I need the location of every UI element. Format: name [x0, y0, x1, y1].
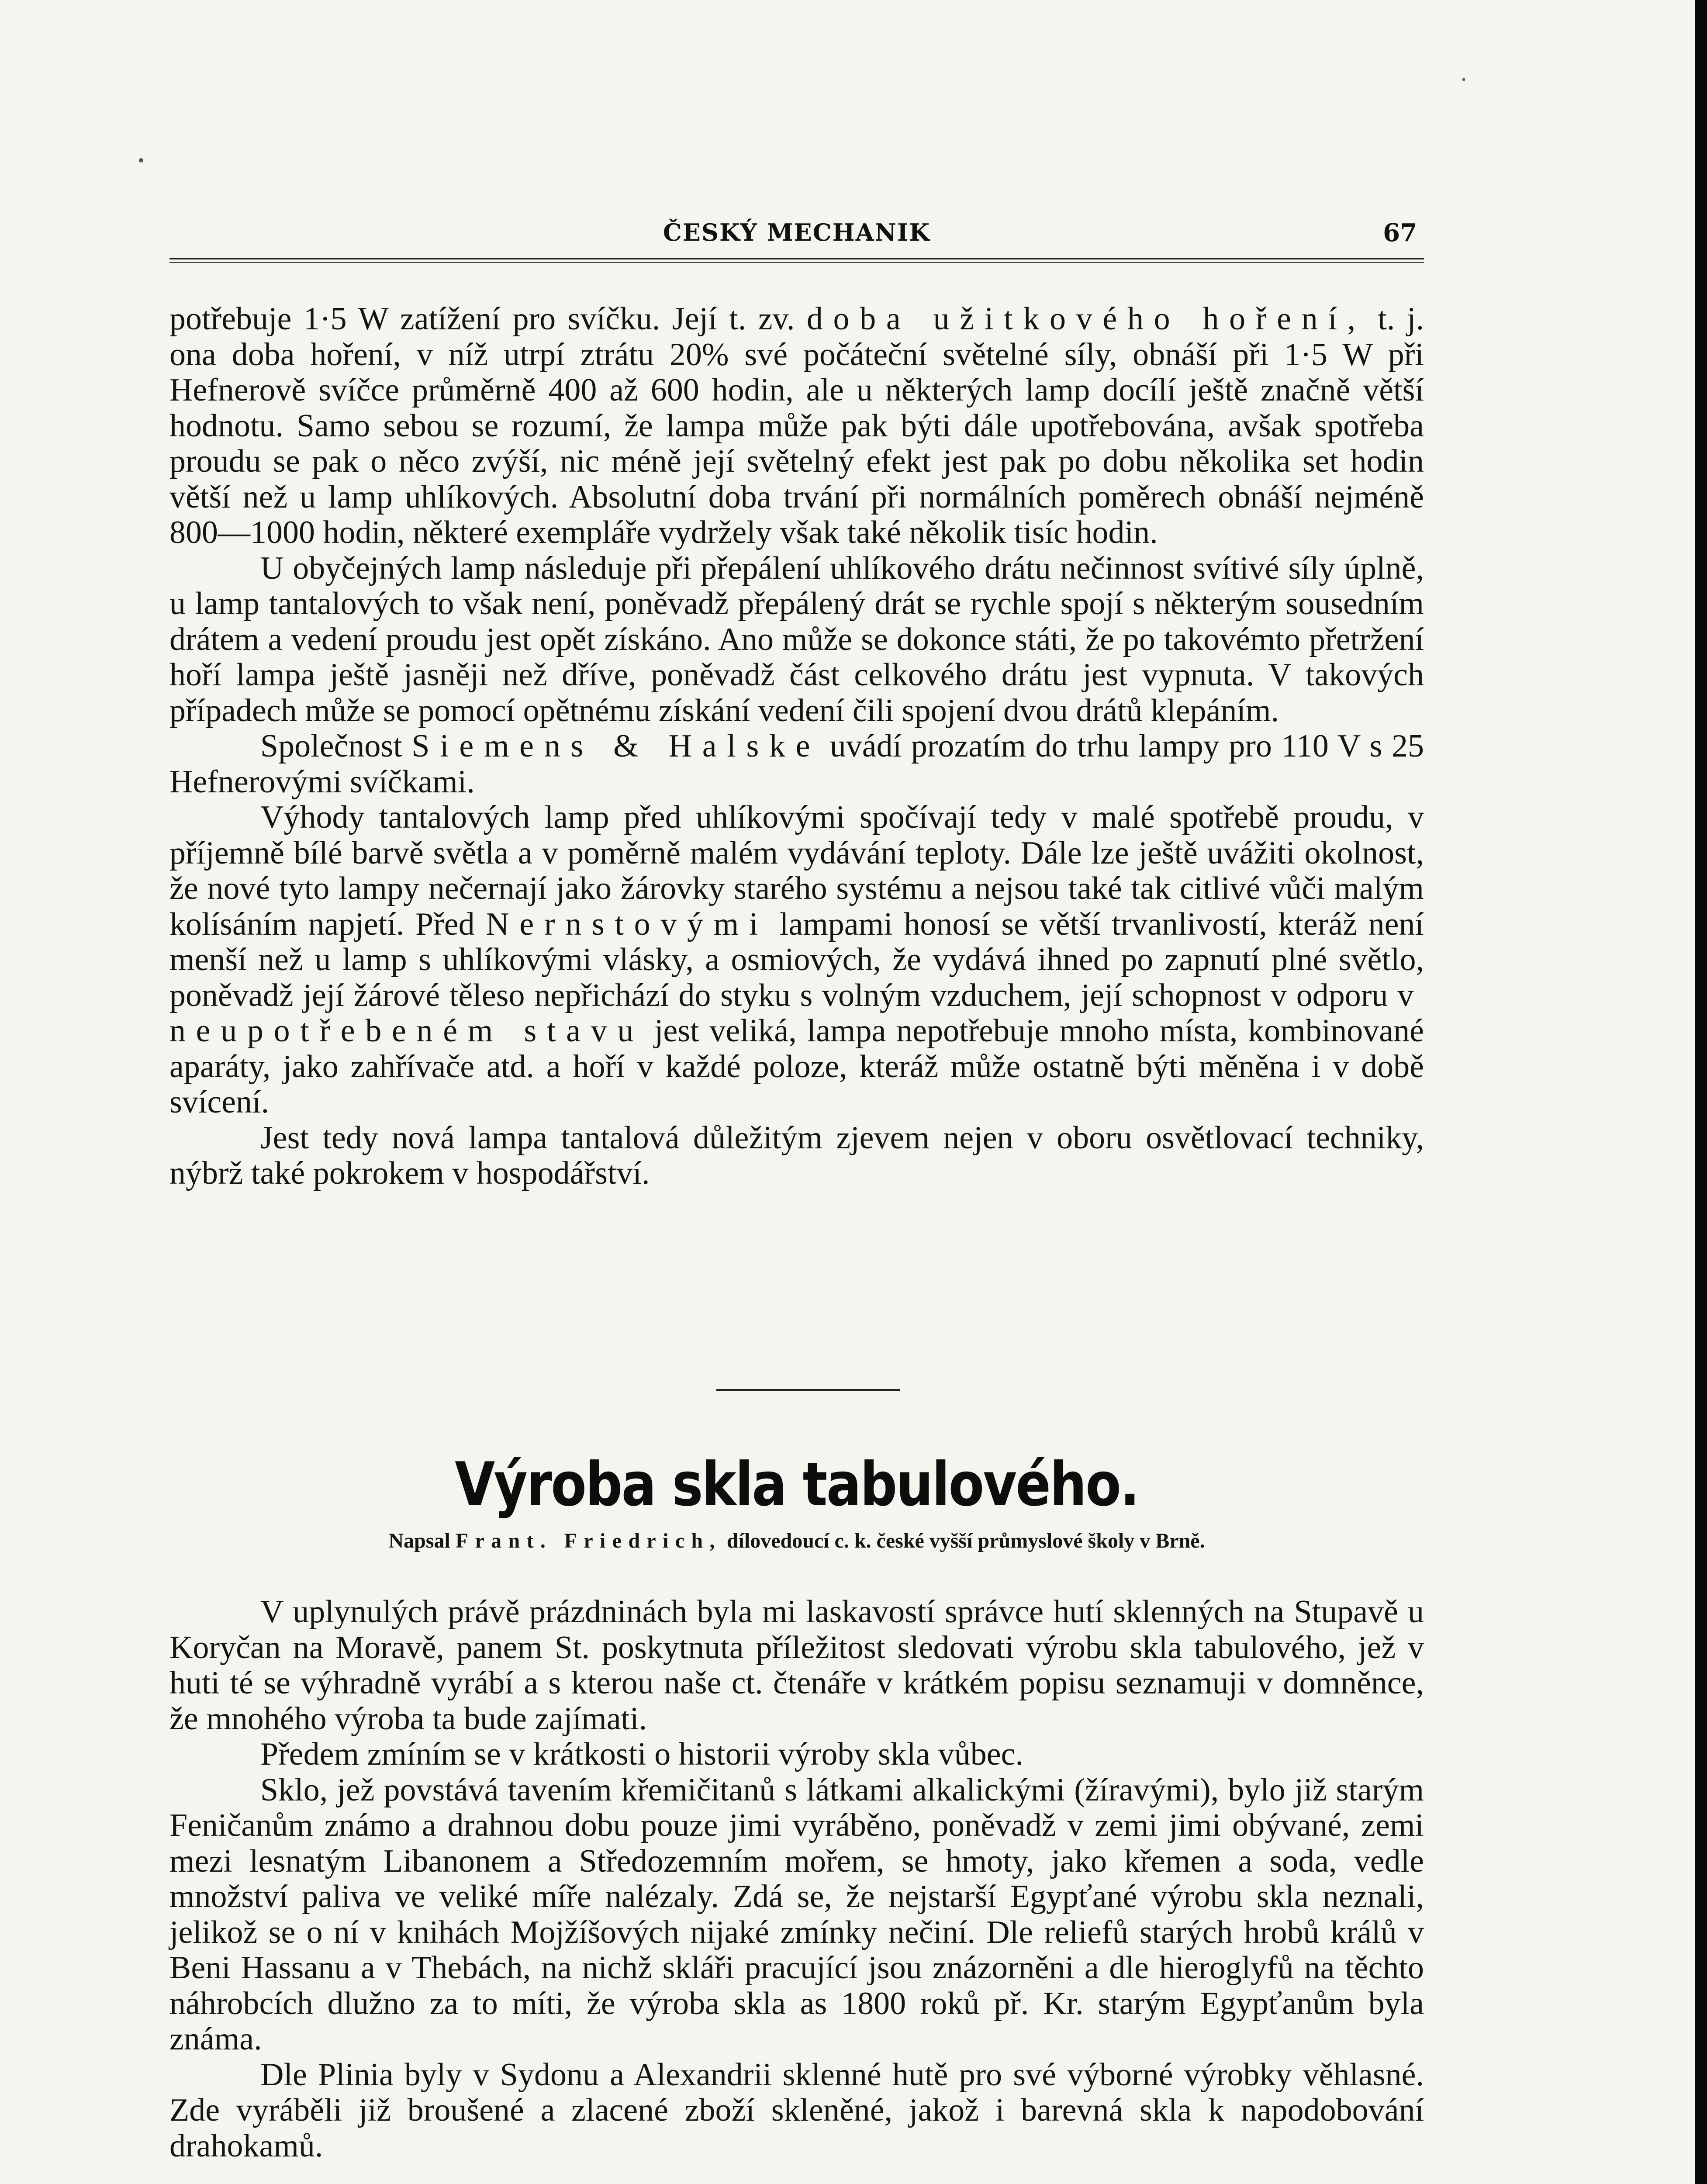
scan-speck: [139, 158, 143, 162]
emphasized-term: v neupotřebeném stavu: [169, 977, 1424, 1049]
emphasized-term: Nernstovými: [486, 906, 769, 942]
paragraph: U obyčejných lamp následuje při přepálení uhlíkového drátu nečinnost svítivé síly úplně, u lamp tantalových to však není, poněvadž přepálený drát se rychle spojí s některým sousedním drátem a vedení proudu jest opět získáno. Ano může se dokonce státi, že po takovémto přetržení hoří lampa ještě jasněji než dříve, poněvadž část celkového drátu jest vypnuta. V takových případech může se pomocí opětnému získání vedení čili spojení dvou drátů klepáním.: [169, 550, 1424, 729]
header-rule: [169, 258, 1424, 259]
scan-border: [1695, 0, 1707, 2184]
emphasized-term: doba užitkového hoření,: [806, 301, 1366, 337]
company-name: Siemens & Halske: [411, 728, 821, 764]
page-number: 67: [1383, 218, 1417, 247]
article-title: Výroba skla tabulového.: [455, 1449, 1139, 1520]
section-divider: [716, 1389, 900, 1391]
paragraph: Předem zmíním se v krátkosti o historii výroby skla vůbec.: [260, 1736, 1023, 1772]
paragraph: potřebuje 1·5 W zatížení pro svíčku. Její t. zv. doba užitkového hoření, t. j. ona doba hoření, v níž utrpí ztrátu 20% své počáteční světelné síly, obnáší při 1·5 W při Hefnerově svíčce průměrně 400 až 600 hodin, ale u některých lamp docílí ještě značně větší hodnotu. Samo sebou se rozumí, že lampa může pak býti dále upotřebována, avšak spotřeba proudu se pak o něco zvýší, nic méně její světelný efekt jest pak po dobu několika set hodin větší než u lamp uhlíkových. Absolutní doba trvání při normálních poměrech obnáší nejméně 800—1000 hodin, některé exempláře vydržely však také několik tisíc hodin.: [169, 301, 1424, 550]
paragraph: Výhody tantalových lamp před uhlíkovými spočívají tedy v malé spotřebě proudu, v příjemně bílé barvě světla a v poměrně malém vydávání teploty. Dále lze ještě uvážiti okolnost, že nové tyto lampy nečernají jako žárovky starého systému a nejsou také tak citlivé vůči malým kolísáním napjetí. Před Nernstovými lampami honosí se větší trvanlivostí, kteráž není menší než u lamp s uhlíkovými vlásky, a osmiových, že vydává ihned po zapnutí plné světlo, poněvadž její žárové těleso nepřichází do styku s volným vzduchem, její schopnost v odporu v neupotřebeném stavu jest veliká, lampa nepotřebuje mnoho místa, kombinované aparáty, jako zahřívače atd. a hoří v každé poloze, kteráž může ostatně býti měněna i v době svícení.: [169, 799, 1424, 1120]
scan-speck: [1462, 78, 1465, 81]
paragraph: Sklo, jež povstává tavením křemičitanů s látkami alkalickými (žíravými), bylo již starým Feničanům známo a drahnou dobu pouze jimi vyráběno, poněvadž v zemi jimi obývané, zemi mezi lesnatým Libanonem a Středozemním mořem, se hmoty, jako křemen a soda, vedle množství paliva ve veliké míře nalézaly. Zdá se, že nejstarší Egypťané výrobu skla neznali, jelikož se o ní v knihách Mojžíšových nijaké zmínky nečiní. Dle reliefů starých hrobů králů v Beni Hassanu a v Thebách, na nichž skláři pracující jsou znázorněni a dle hieroglyfů na těchto náhrobcích dlužno za to míti, že výroba skla as 1800 roků př. Kr. starým Egypťanům byla známa.: [169, 1772, 1424, 2057]
header-rule-thin: [169, 262, 1424, 263]
article-body: [169, 1594, 1424, 2164]
paragraph: V uplynulých právě prázdninách byla mi laskavostí správce hutí sklenných na Stupavě u Koryčan na Moravě, panem St. poskytnuta příležitost sledovati výrobu skla tabulového, jež v huti té se výhradně vyrábí a s kterou naše ct. čtenáře v krátkém popisu seznamuji v domněnce, že mnohého výroba ta bude zajímati.: [169, 1594, 1424, 1737]
running-header: [169, 210, 1424, 249]
previous-article-continuation: [169, 301, 1424, 1192]
paragraph: Společnost Siemens & Halske uvádí prozatím do trhu lampy pro 110 V s 25 Hefnerovými svíčkami.: [169, 728, 1424, 800]
paragraph: Jest tedy nová lampa tantalová důležitým zjevem nejen v oboru osvětlovací techniky, nýbrž také pokrokem v hospodářství.: [169, 1120, 1424, 1191]
article-byline: Napsal Frant. Friedrich, dílovedoucí c. k. české vyšší průmyslové školy v Brně.: [388, 1529, 1205, 1552]
journal-title: ČESKÝ MECHANIK: [663, 218, 931, 246]
author-name: Frant. Friedrich,: [455, 1529, 722, 1552]
paragraph: Dle Plinia byly v Sydonu a Alexandrii sklenné hutě pro své výborné výrobky věhlasné. Zde vyráběli již broušené a zlacené zboží skleněné, jakož i barevná skla k napodobování drahokamů.: [169, 2056, 1424, 2164]
